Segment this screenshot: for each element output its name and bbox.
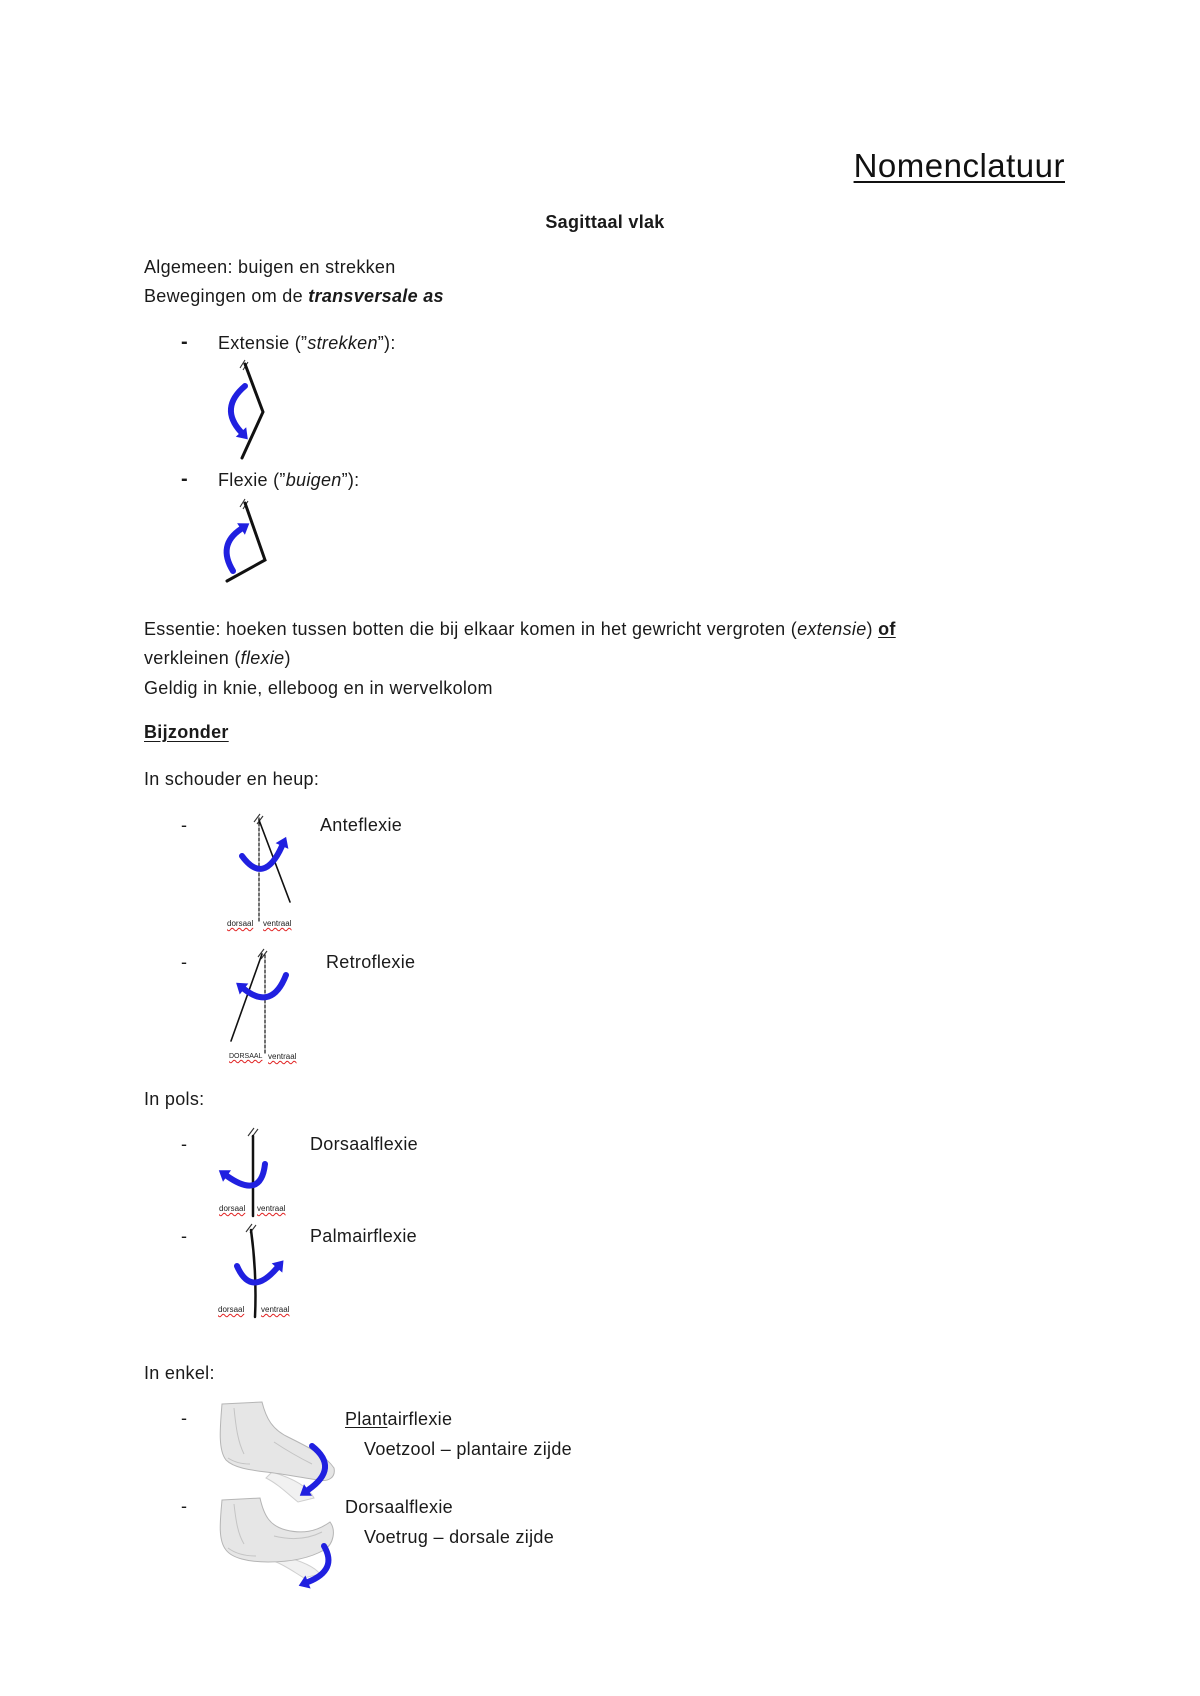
list-bullet: - <box>181 468 188 490</box>
retroflexion-diagram-icon <box>220 945 305 1067</box>
rotation-arrow <box>231 386 245 432</box>
ventral-label: ventraal <box>257 1204 286 1213</box>
anteflexion-diagram-icon <box>220 812 305 934</box>
essence-or: of <box>878 619 896 639</box>
list-bullet: - <box>181 1226 188 1246</box>
anteflexion-diagram-svg <box>220 812 305 934</box>
list-bullet: - <box>181 1496 188 1516</box>
foot-plantar-flexion-svg <box>214 1398 340 1506</box>
essence-text: Essentie: hoeken tussen botten die bij elkaar komen in het gewricht vergroten ( <box>144 619 798 639</box>
list-bullet: - <box>181 331 188 353</box>
ankle-plantar-flexion-label <box>345 1408 452 1430</box>
section-title: Sagittaal vlak <box>545 212 665 232</box>
retroflexion-label: Retroflexie <box>326 952 416 972</box>
axis-prefix: Bewegingen om de <box>144 286 309 306</box>
essence-line-2 <box>144 647 291 669</box>
foot-shape <box>220 1402 334 1481</box>
list-bullet: - <box>181 952 188 972</box>
list-bullet: - <box>181 1408 188 1428</box>
dorsal-label: dorsaal <box>227 919 254 928</box>
shoulder-hip-heading: In schouder en heup: <box>144 769 320 789</box>
extension-label <box>218 332 396 354</box>
limb-line <box>251 1230 256 1317</box>
foot-shape <box>220 1498 333 1562</box>
essence-line-1 <box>144 618 896 640</box>
flexion-diagram-svg <box>215 497 275 585</box>
document-title: Nomenclatuur <box>853 147 1065 184</box>
wrist-dorsal-flexion-diagram-icon <box>215 1128 295 1220</box>
rotation-arrow <box>227 1164 265 1186</box>
essence-close: ) <box>284 648 291 668</box>
extension-name: Extensie (” <box>218 333 308 353</box>
special-heading: Bijzonder <box>144 722 229 742</box>
ventral-label: ventraal <box>263 919 292 928</box>
axis-description <box>144 285 444 307</box>
flexion-label <box>218 469 359 491</box>
flexion-name: Flexie (” <box>218 470 286 490</box>
essence-text: verkleinen ( <box>144 648 241 668</box>
foot-dorsal-flexion-svg <box>214 1496 340 1590</box>
dorsal-label: DORSAAL <box>229 1053 263 1060</box>
plantar-side-description: Voetzool – plantaire zijde <box>364 1439 572 1459</box>
essence-close: ) <box>866 619 879 639</box>
retroflexion-diagram-svg <box>220 945 305 1067</box>
label-rest: airflexie <box>387 1409 453 1429</box>
wrist-palmar-flexion-label: Palmairflexie <box>310 1226 417 1246</box>
dorsal-side-description: Voetrug – dorsale zijde <box>364 1527 555 1547</box>
general-description: Algemeen: buigen en strekken <box>144 257 396 277</box>
wrist-palmar-flexion-diagram-icon <box>215 1224 295 1319</box>
flexion-suffix: ”): <box>341 470 360 490</box>
flexion-meaning: buigen <box>285 470 342 490</box>
essence-flexion: flexie <box>240 648 285 668</box>
validity-line: Geldig in knie, elleboog en in wervelkolom <box>144 678 493 698</box>
extension-diagram-icon <box>215 358 275 460</box>
ventral-label: ventraal <box>268 1052 297 1061</box>
rotation-arrow <box>227 529 241 571</box>
extension-diagram-svg <box>215 358 275 460</box>
list-bullet: - <box>181 1134 188 1154</box>
extension-meaning: strekken <box>307 333 378 353</box>
foot-dorsal-flexion-icon <box>214 1496 340 1590</box>
essence-extension: extensie <box>797 619 867 639</box>
ankle-heading: In enkel: <box>144 1363 215 1383</box>
anteflexion-label: Anteflexie <box>320 815 403 835</box>
axis-emphasis: transversale as <box>308 286 444 306</box>
dorsal-label: dorsaal <box>218 1305 245 1314</box>
foot-plantar-flexion-icon <box>214 1398 340 1506</box>
wrist-heading: In pols: <box>144 1089 205 1109</box>
list-bullet: - <box>181 815 188 835</box>
joint-bones <box>242 364 263 458</box>
ventral-label: ventraal <box>261 1305 290 1314</box>
label-underlined-part: Plant <box>345 1409 388 1429</box>
rotation-arrow <box>237 1266 277 1283</box>
ankle-dorsal-flexion-label: Dorsaalflexie <box>345 1497 453 1517</box>
dorsal-label: dorsaal <box>219 1204 246 1213</box>
extension-suffix: ”): <box>377 333 396 353</box>
flexion-diagram-icon <box>215 497 275 585</box>
wrist-dorsal-flexion-label: Dorsaalflexie <box>310 1134 418 1154</box>
